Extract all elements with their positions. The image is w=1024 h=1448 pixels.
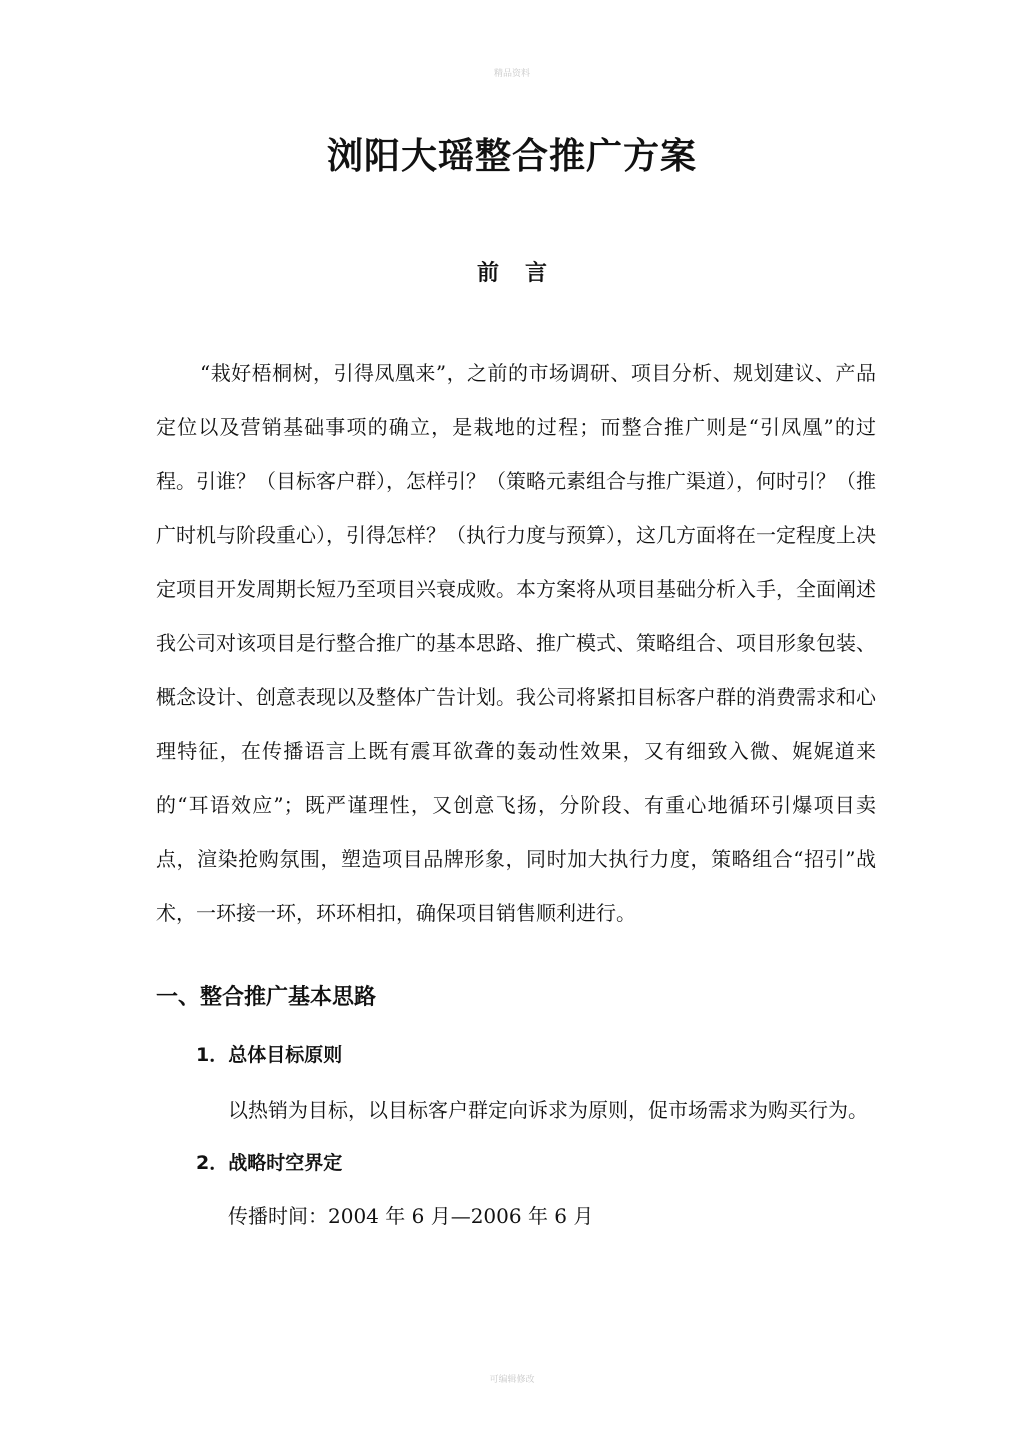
watermark-top: 精品资料 — [493, 69, 530, 79]
preface-heading: 前言 — [476, 261, 573, 286]
watermark-bottom: 可编辑修改 — [489, 1375, 535, 1385]
subsection-heading-goal: 1．总体目标原则 — [196, 1044, 343, 1066]
subsection-heading-strategy: 2．战略时空界定 — [196, 1152, 343, 1174]
subsection-text-goal: 以热销为目标，以目标客户群定向诉求为原则，促市场需求为购买行为。 — [228, 1098, 868, 1122]
section-heading: 一、整合推广基本思路 — [156, 985, 377, 1010]
preface-paragraph: “栽好梧桐树，引得凤凰来”，之前的市场调研、项目分析、规划建议、产品定位以及营销基础事项的确立，是栽地的过程；而整合推广则是“引凤凰”的过程。引谁？（目标客户群），怎样引？（策略元素组合与推广渠道），何时引？（推广时机与阶段重心），引得怎样？（执行力度与预算），这几方面将在一定程度上决定项目开发周期长短乃至项目兴衰成败。本方案将从项目基础分析入手，全面阐述我公司对该项目是行整合推广的基本思路、推广模式、策略组合、项目形象包装、概念设计、创意表现以及整体广告计划。我公司将紧扣目标客户群的消费需求和心理特征，在传播语言上既有震耳欲聋的轰动性效果，又有细致入微、娓娓道来的“耳语效应”；既严谨理性，又创意飞扬，分阶段、有重心地循环引爆项目卖点，渲染抢购氛围，塑造项目品牌形象，同时加大执行力度，策略组合“招引”战术，一环接一环，环环相扣，确保项目销售顺利进行。 — [156, 361, 876, 925]
document-title: 浏阳大瑶整合推广方案 — [326, 136, 697, 177]
subsection-text-strategy: 传播时间：2004 年 6 月—2006 年 6 月 — [228, 1204, 594, 1228]
